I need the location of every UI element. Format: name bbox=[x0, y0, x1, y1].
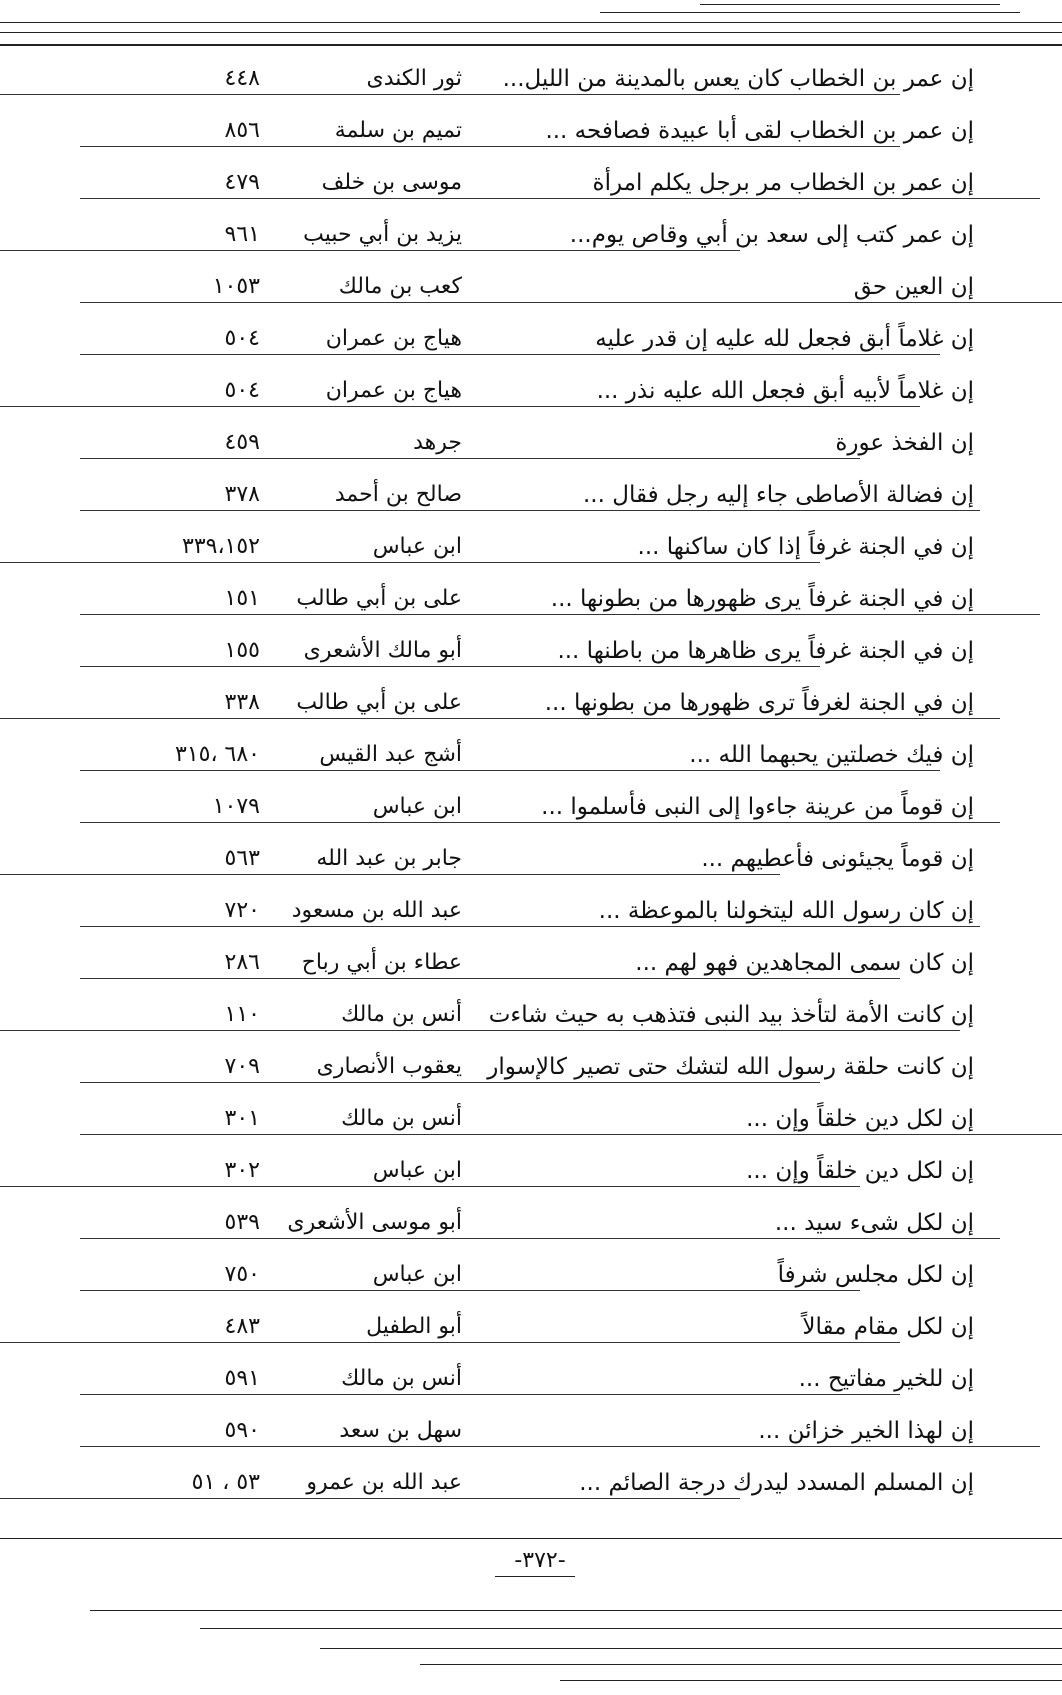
entry-narrator: عبد الله بن عمرو bbox=[306, 1470, 462, 1495]
entry-phrase: إن في الجنة غرفاً إذا كان ساكنها ... bbox=[637, 534, 974, 560]
index-entry bbox=[0, 994, 1062, 1034]
entry-pages: ٥٠٤ bbox=[224, 378, 260, 403]
entry-phrase: إن فضالة الأصاطى جاء إليه رجل فقال ... bbox=[583, 482, 974, 508]
entry-narrator: يعقوب الأنصارى bbox=[316, 1054, 462, 1079]
entry-underline bbox=[80, 1446, 1040, 1447]
top-rule bbox=[700, 4, 1000, 5]
index-entry bbox=[0, 110, 1062, 150]
index-entry bbox=[0, 786, 1062, 826]
index-entry bbox=[0, 162, 1062, 202]
entry-narrator: ابن عباس bbox=[372, 1158, 462, 1183]
entry-phrase: إن المسلم المسدد ليدرك درجة الصائم ... bbox=[579, 1470, 974, 1496]
entry-pages: ٤٧٩ bbox=[224, 170, 260, 195]
index-entry bbox=[0, 1254, 1062, 1294]
entry-phrase: إن في الجنة لغرفاً ترى ظهورها من بطونها ... bbox=[544, 690, 974, 716]
entry-pages: ٥٦٣ bbox=[224, 846, 260, 871]
entry-underline bbox=[0, 874, 780, 875]
entry-pages: ٥٩١ bbox=[224, 1366, 260, 1391]
index-entry bbox=[0, 890, 1062, 930]
entry-narrator: أنس بن مالك bbox=[341, 1002, 462, 1027]
entry-phrase: إن عمر بن الخطاب كان يعس بالمدينة من الليل... bbox=[502, 66, 974, 92]
entry-pages: ١١٠ bbox=[224, 1002, 260, 1027]
entry-narrator: أشج عبد القيس bbox=[319, 742, 462, 767]
index-entry bbox=[0, 1462, 1062, 1502]
top-rule bbox=[0, 22, 1062, 23]
top-rule bbox=[0, 44, 1062, 46]
entry-pages: ١٥٥ bbox=[224, 638, 260, 663]
entry-narrator: أبو مالك الأشعرى bbox=[303, 638, 462, 663]
entry-underline bbox=[0, 94, 900, 95]
index-entry bbox=[0, 942, 1062, 982]
entry-phrase: إن لكل دين خلقاً وإن ... bbox=[746, 1106, 974, 1132]
index-entry bbox=[0, 370, 1062, 410]
entry-underline bbox=[0, 250, 740, 251]
page-number: -٣٧٢- bbox=[514, 1548, 566, 1573]
index-entry bbox=[0, 1150, 1062, 1190]
entry-narrator: هياج بن عمران bbox=[325, 378, 462, 403]
entry-underline bbox=[0, 1342, 900, 1343]
entry-pages: ٤٤٨ bbox=[224, 66, 260, 91]
entry-underline bbox=[0, 562, 820, 563]
entry-narrator: عبد الله بن مسعود bbox=[291, 898, 462, 923]
entry-narrator: ابن عباس bbox=[372, 794, 462, 819]
entry-underline bbox=[80, 822, 1000, 823]
entry-pages: ٣٣٩،١٥٢ bbox=[182, 534, 260, 559]
entry-underline bbox=[80, 978, 900, 979]
entry-underline bbox=[80, 926, 980, 927]
index-entry bbox=[0, 734, 1062, 774]
index-entry bbox=[0, 318, 1062, 358]
entry-underline bbox=[80, 1238, 1000, 1239]
index-entry bbox=[0, 422, 1062, 462]
top-rule bbox=[600, 12, 1020, 13]
entry-pages: ٣٣٨ bbox=[224, 690, 260, 715]
index-entry bbox=[0, 214, 1062, 254]
entry-phrase: إن عمر بن الخطاب لقى أبا عبيدة فصافحه ... bbox=[545, 118, 974, 144]
entry-underline bbox=[80, 1082, 820, 1083]
entry-underline bbox=[80, 302, 1062, 303]
entry-narrator: تميم بن سلمة bbox=[334, 118, 462, 143]
entry-underline bbox=[0, 406, 920, 407]
entry-phrase: إن فيك خصلتين يحبهما الله ... bbox=[689, 742, 974, 768]
entry-pages: ٧٠٩ bbox=[224, 1054, 260, 1079]
entry-phrase: إن العين حق bbox=[853, 274, 974, 300]
entry-phrase: إن كان سمى المجاهدين فهو لهم ... bbox=[635, 950, 974, 976]
entry-underline bbox=[0, 1498, 740, 1499]
entry-phrase: إن قوماً من عرينة جاءوا إلى النبى فأسلموا ... bbox=[541, 794, 974, 820]
bottom-rule bbox=[320, 1648, 1062, 1649]
top-rule bbox=[0, 32, 1062, 33]
page-number-underline bbox=[495, 1576, 575, 1577]
entry-underline bbox=[80, 1290, 860, 1291]
entry-phrase: إن غلاماً أبق فجعل لله عليه إن قدر عليه bbox=[595, 326, 974, 352]
entry-pages: ٣٠٢ bbox=[224, 1158, 260, 1183]
entry-underline bbox=[80, 1394, 900, 1395]
index-entry bbox=[0, 1306, 1062, 1346]
entry-phrase: إن في الجنة غرفاً يرى ظاهرها من باطنها ... bbox=[557, 638, 974, 664]
index-entry bbox=[0, 1410, 1062, 1450]
entry-pages: ٥٩٠ bbox=[224, 1418, 260, 1443]
index-entry bbox=[0, 1098, 1062, 1138]
entry-phrase: إن للخير مفاتيح ... bbox=[798, 1366, 974, 1392]
entry-pages: ٧٥٠ bbox=[224, 1262, 260, 1287]
entry-phrase: إن لكل مقام مقالاً bbox=[802, 1314, 974, 1340]
entry-narrator: يزيد بن أبي حبيب bbox=[303, 222, 462, 247]
bottom-rule bbox=[420, 1664, 1062, 1665]
entry-pages: ٤٨٣ bbox=[224, 1314, 260, 1339]
entry-pages: ٨٥٦ bbox=[224, 118, 260, 143]
entry-phrase: إن غلاماً لأبيه أبق فجعل الله عليه نذر ... bbox=[596, 378, 974, 404]
entry-narrator: سهل بن سعد bbox=[339, 1418, 462, 1443]
entry-pages: ٢٨٦ bbox=[224, 950, 260, 975]
entry-phrase: إن عمر بن الخطاب مر برجل يكلم امرأة bbox=[592, 170, 974, 196]
index-entry bbox=[0, 1358, 1062, 1398]
entry-underline bbox=[80, 198, 1040, 199]
index-entry bbox=[0, 838, 1062, 878]
entry-narrator: ابن عباس bbox=[372, 534, 462, 559]
entry-phrase: إن لكل شىء سيد ... bbox=[774, 1210, 974, 1236]
entry-underline bbox=[0, 1030, 960, 1031]
entry-underline bbox=[80, 666, 820, 667]
bottom-rule bbox=[200, 1628, 1062, 1629]
entry-pages: ٥٣ ، ٥١ bbox=[191, 1470, 260, 1495]
index-entry bbox=[0, 526, 1062, 566]
entry-narrator: جابر بن عبد الله bbox=[316, 846, 462, 871]
index-entry bbox=[0, 682, 1062, 722]
entry-pages: ٦٨٠ ،٣١٥ bbox=[175, 742, 260, 767]
entry-phrase: إن عمر كتب إلى سعد بن أبي وقاص يوم... bbox=[569, 222, 974, 248]
entry-narrator: صالح بن أحمد bbox=[334, 482, 462, 507]
entry-narrator: أبو الطفيل bbox=[366, 1314, 462, 1339]
entry-phrase: إن الفخذ عورة bbox=[835, 430, 974, 456]
entry-pages: ٩٦١ bbox=[224, 222, 260, 247]
entry-narrator: ثور الكندى bbox=[366, 66, 462, 91]
entry-pages: ١٥١ bbox=[224, 586, 260, 611]
entry-underline bbox=[80, 354, 940, 355]
entry-pages: ٧٢٠ bbox=[224, 898, 260, 923]
entry-narrator: عطاء بن أبي رباح bbox=[301, 950, 462, 975]
entry-pages: ١٠٧٩ bbox=[212, 794, 260, 819]
entry-underline bbox=[0, 1186, 860, 1187]
entry-pages: ٣٠١ bbox=[224, 1106, 260, 1131]
bottom-rule bbox=[560, 1680, 1062, 1681]
entry-phrase: إن كانت حلقة رسول الله لتشك حتى تصير كالإسوار bbox=[487, 1054, 974, 1080]
entry-narrator: على بن أبي طالب bbox=[296, 586, 462, 611]
entry-phrase: إن كانت الأمة لتأخذ بيد النبى فتذهب به حيث شاءت bbox=[488, 1002, 974, 1028]
entry-underline bbox=[80, 770, 940, 771]
index-entry bbox=[0, 1202, 1062, 1242]
entry-phrase: إن قوماً يجيئونى فأعطيهم ... bbox=[701, 846, 974, 872]
index-entry bbox=[0, 578, 1062, 618]
entry-underline bbox=[80, 458, 860, 459]
footer-rule bbox=[0, 1538, 1062, 1539]
entry-narrator: جرهد bbox=[413, 430, 462, 455]
entry-underline bbox=[80, 510, 980, 511]
index-entry bbox=[0, 474, 1062, 514]
entry-phrase: إن في الجنة غرفاً يرى ظهورها من بطونها ... bbox=[550, 586, 974, 612]
index-entry bbox=[0, 630, 1062, 670]
entry-underline bbox=[80, 1134, 1062, 1135]
bottom-rule bbox=[90, 1610, 1062, 1611]
entry-narrator: أبو موسى الأشعرى bbox=[287, 1210, 462, 1235]
entry-pages: ٣٧٨ bbox=[224, 482, 260, 507]
entry-underline bbox=[80, 614, 1040, 615]
entry-underline bbox=[0, 718, 1000, 719]
entry-narrator: على بن أبي طالب bbox=[296, 690, 462, 715]
entry-phrase: إن لهذا الخير خزائن ... bbox=[758, 1418, 974, 1444]
entry-pages: ٥٣٩ bbox=[224, 1210, 260, 1235]
index-entry bbox=[0, 58, 1062, 98]
entry-pages: ٤٥٩ bbox=[224, 430, 260, 455]
entry-narrator: ابن عباس bbox=[372, 1262, 462, 1287]
entry-narrator: هياج بن عمران bbox=[325, 326, 462, 351]
index-entry bbox=[0, 1046, 1062, 1086]
entry-phrase: إن لكل دين خلقاً وإن ... bbox=[746, 1158, 974, 1184]
entry-phrase: إن كان رسول الله ليتخولنا بالموعظة ... bbox=[598, 898, 974, 924]
index-entry bbox=[0, 266, 1062, 306]
entry-pages: ١٠٥٣ bbox=[212, 274, 260, 299]
entry-pages: ٥٠٤ bbox=[224, 326, 260, 351]
entry-narrator: كعب بن مالك bbox=[338, 274, 462, 299]
entry-underline bbox=[80, 146, 900, 147]
entry-narrator: أنس بن مالك bbox=[341, 1106, 462, 1131]
entry-narrator: موسى بن خلف bbox=[321, 170, 462, 195]
entry-narrator: أنس بن مالك bbox=[341, 1366, 462, 1391]
entry-phrase: إن لكل مجلس شرفاً bbox=[777, 1262, 974, 1288]
